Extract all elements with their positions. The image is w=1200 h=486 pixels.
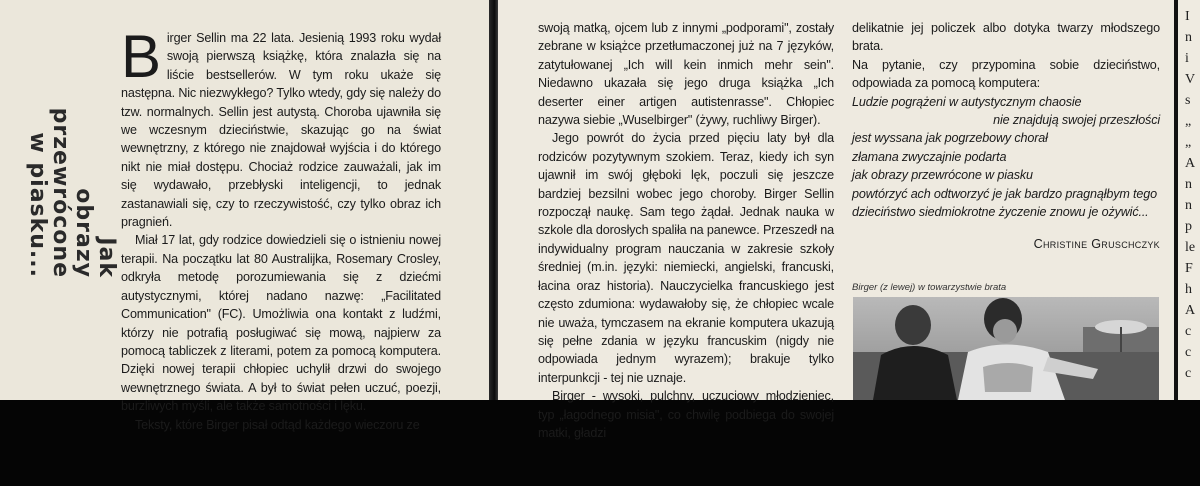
text-column-2 xyxy=(538,19,834,442)
poem-line-6: powtórzyć ach odtworzyć je jak bardzo pragnąłbym tego xyxy=(852,186,1157,201)
paragraph-4: swoją matką, ojcem lub z innymi „podporami", zostały zebrane w książce przetłumaczonej już na 7 języków, zatytułowanej „Ich will kein inmich mehr sein". Niedawno ukazała się jego druga książka „Ich deserter einer artigen autistenrasse". Chłopiec nazywa siebie „Wuselbirger" (żywy, ruchliwy Birger). xyxy=(538,21,834,128)
photo-birger-and-brother xyxy=(853,297,1159,400)
paragraph-1-text: irger Sellin ma 22 lata. Jesienią 1993 roku wydał swoją pierwszą książkę, która znalazła się na liście bestsellerów. W tym roku ukaże się następna. Nic niezwykłego? Tylko wtedy, gdy się należy do tzw. normalnych. Sellin jest autystą. Choroba ujawniła się we wczesnym dzieciństwie, skazując go na świat wewnętrzny, z którego nie znajdował wyjścia i do którego nikt nie miał dostępu. Chociaż rodzice zauważali, jak im się wydawało, przebłyski inteligencji, to jednak zastanawiali się, czy to rzeczywistość, czy tylko obraz ich pragnień. xyxy=(121,31,441,230)
fragment-letter: I xyxy=(1185,9,1190,24)
poem-line-7: dzieciństwo siedmiokrotne życzenie znowu je ożywić... xyxy=(852,205,1149,220)
photo-caption: Birger (z lewej) w towarzystwie brata xyxy=(852,282,1007,293)
title-line-1: Jak xyxy=(94,237,119,278)
paragraph-3: Teksty, które Birger pisał odtąd każdego wieczoru ze xyxy=(135,417,420,432)
title-line-3: przewrócone xyxy=(48,107,73,278)
paragraph-2: Miał 17 lat, gdy rodzice dowiedzieli się o istnieniu nowej terapii. Na początku lat 80 Australijka, Rosemary Crosley, odkryła metodę porozumiewania się z dziećmi autystycznymi, której nadano nazwę: „Facilitated Communication" (FC). Umożliwia ona kontakt z ludźmi, którzy nie potrafią posługiwać się mową, najpierw za pomocą tabliczek z literami, potem za pomocą komputera. Dzięki nowej terapii chłopiec uchylił drzwi do swojego wewnętrznego świata. A był to świat pełen uczuć, poezji, burzliwych myśli, ale także samotności i lęku. xyxy=(121,233,441,414)
poem-line-2: nie znajdują swojej przeszłości xyxy=(993,113,1160,128)
fragment-letter: n xyxy=(1185,177,1192,192)
paragraph-5: Jego powrót do życia przed pięciu laty był dla rodziców pozytywnym szokiem. Teraz, kiedy ich syn ujawnił im swój głęboki lęk, poczuli się jeszcze bardziej bezsilni wobec jego choroby. Birger Sellin rozpoczął naukę. Sam tego żądał. Jednak nauka w szkole dla dorosłych spaliła na panewce. Przeszedł na indywidualny program nauczania w zakresie szkoły średniej (m.in. języki: niemiecki, angielski, francuski, łacina oraz historia). Nauczycielka francuskiego jest często zdumiona: wydawałoby się, że chłopiec wcale nie uważa, tymczasem na ekranie komputera ukazują się pełne zdania w języku francuskim (nigdy nie odpowiada jednym wyrazem); brakuje tylko interpunkcji - tej nie uznaje. xyxy=(538,131,834,385)
next-page-fragment xyxy=(1185,6,1200,384)
title-line-2: obrazy xyxy=(71,188,96,278)
paragraph-6: Birger - wysoki, pulchny, uczuciowy młodzieniec, typ „łagodnego misia", co chwilę podbiega do swojej matki, gładzi xyxy=(538,389,834,440)
fragment-letter: „ xyxy=(1185,114,1192,129)
fragment-letter: F xyxy=(1185,261,1193,276)
poem-line-1: Ludzie pogrążeni w autystycznym chaosie xyxy=(852,94,1082,109)
poem-line-3: jest wyssana jak pogrzebowy chorał xyxy=(852,131,1048,146)
article-title xyxy=(18,18,119,278)
fragment-letter: le xyxy=(1185,240,1196,255)
fragment-letter: c xyxy=(1185,345,1192,360)
photo-illustration xyxy=(853,297,1159,400)
fragment-letter: „ xyxy=(1185,135,1192,150)
fragment-letter: c xyxy=(1185,324,1192,339)
text-column-3 xyxy=(852,19,1160,254)
fragment-letter: n xyxy=(1185,30,1192,45)
paragraph-8: Na pytanie, czy przypomina sobie dzieciństwo, odpowiada za pomocą komputera: xyxy=(852,57,1160,91)
fragment-letter: h xyxy=(1185,282,1192,297)
poem-line-5: jak obrazy przewrócone w piasku xyxy=(852,168,1033,183)
fragment-letter: V xyxy=(1185,72,1196,87)
fragment-letter: p xyxy=(1185,219,1192,234)
title-line-4: w piasku... xyxy=(25,132,50,278)
fragment-letter: A xyxy=(1185,156,1196,171)
author-signature: Christine Gruschczyk xyxy=(1033,237,1160,252)
fragment-letter: n xyxy=(1185,198,1192,213)
fragment-letter: i xyxy=(1185,51,1189,66)
drop-cap: B xyxy=(121,23,161,90)
paragraph-7: delikatnie jej policzek albo dotyka twarzy młodszego brata. xyxy=(852,21,1160,54)
book-gutter xyxy=(489,0,498,400)
text-column-1 xyxy=(121,23,441,434)
fragment-letter: c xyxy=(1185,366,1192,381)
paragraph-1 xyxy=(121,23,441,231)
poem-line-4: złamana zwyczajnie podarta xyxy=(852,149,1007,164)
fragment-letter: A xyxy=(1185,303,1196,318)
fragment-letter: s xyxy=(1185,93,1191,108)
